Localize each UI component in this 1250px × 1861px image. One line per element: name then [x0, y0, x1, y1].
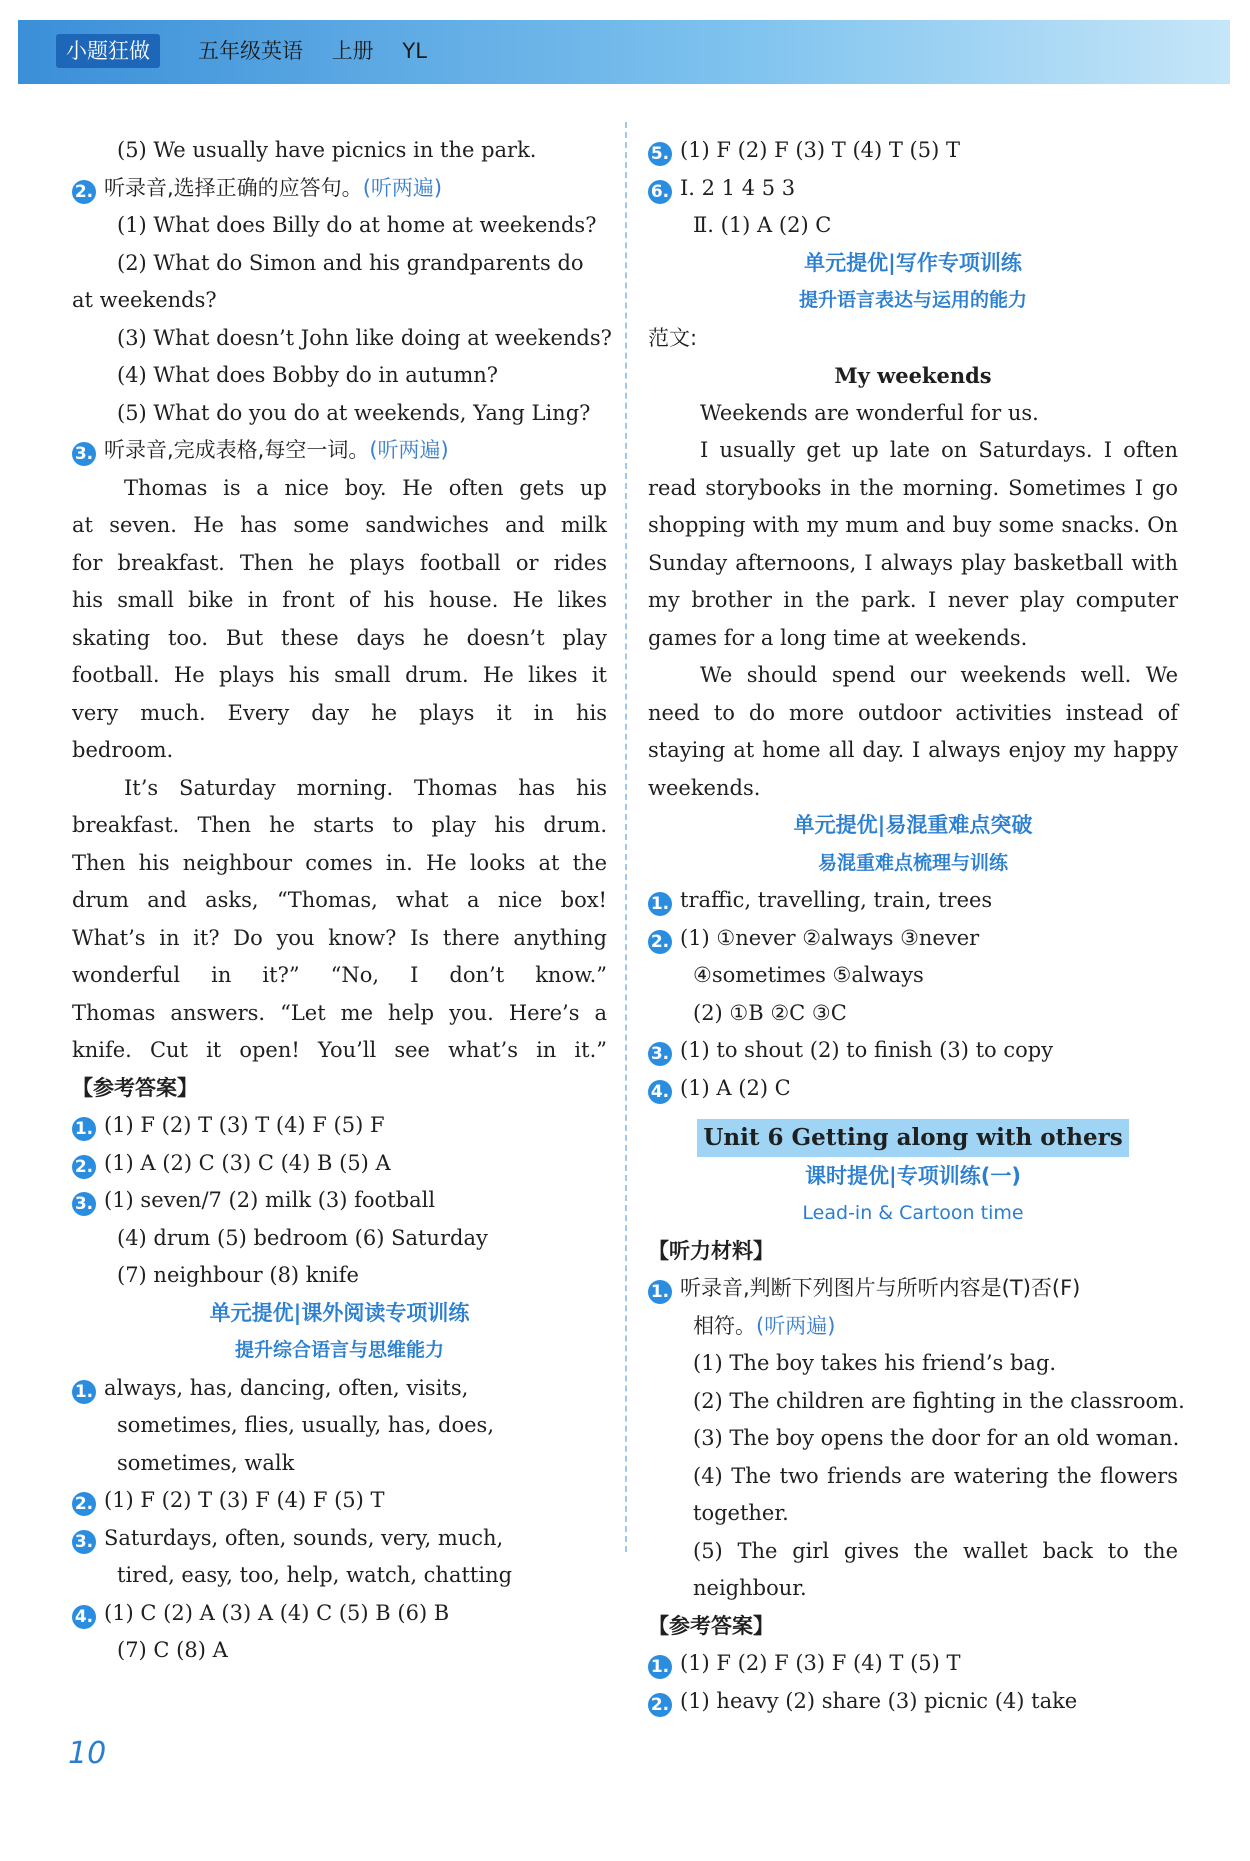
- listening-materials-label: 【听力材料】: [648, 1238, 774, 1263]
- listening-item: at weekends?: [72, 288, 217, 312]
- answer-row: 1. (1) F (2) F (3) F (4) T (5) T: [648, 1645, 1178, 1683]
- question-number: 2.: [648, 930, 672, 954]
- listening-item: (2) The children are fighting in the classroom.: [693, 1388, 1185, 1413]
- essay-line: Sunday afternoons, I always play basketball with: [648, 550, 1178, 575]
- passage-line: Thomas answers. “Let me help you. Here’s a: [72, 1000, 607, 1025]
- page-header: [18, 20, 1230, 84]
- answer-row: Ⅱ. (1) A (2) C: [693, 213, 832, 237]
- passage-line: drum and asks, “Thomas, what a nice box!: [72, 888, 607, 912]
- essay-line: Weekends are wonderful for us.: [700, 400, 1039, 425]
- section-title: 单元提优|写作专项训练: [804, 250, 1022, 275]
- lesson-subtitle: Lead-in & Cartoon time: [802, 1202, 1024, 1224]
- answer-row: (2) ①B ②C ③C: [693, 1000, 847, 1025]
- book-info: [198, 34, 449, 68]
- question-number: 3.: [72, 1192, 96, 1216]
- passage-line: his small bike in front of his house. He likes: [72, 588, 607, 612]
- unit-title: Unit 6 Getting along with others: [697, 1119, 1128, 1157]
- question-1-title-cont: 相符。(听两遍): [693, 1313, 836, 1338]
- passage-line: Then his neighbour comes in. He looks at the: [72, 850, 607, 875]
- answer-row: 2. (1) ①never ②always ③never: [648, 920, 1178, 958]
- essay-line: shopping with my mum and buy some snacks. On: [648, 513, 1178, 537]
- section-subtitle: 易混重难点梳理与训练: [817, 851, 1008, 874]
- answers-label: 【参考答案】: [72, 1075, 198, 1100]
- answer-row: 1. always, has, dancing, often, visits,: [72, 1370, 607, 1408]
- passage-line: at seven. He has some sandwiches and milk: [72, 513, 607, 537]
- passage-line: football. He plays his small drum. He likes it: [72, 663, 607, 687]
- question-3-title: 3. 听录音,完成表格,每空一词。(听两遍): [72, 432, 607, 470]
- listening-item: (4) What does Bobby do in autumn?: [117, 363, 499, 387]
- listening-item: (5) We usually have picnics in the park.: [117, 138, 537, 162]
- answer-row: 1. traffic, travelling, train, trees: [648, 882, 1178, 920]
- listen-twice-note: (听两遍): [362, 175, 443, 200]
- listen-twice-note: (听两遍): [369, 438, 449, 462]
- section-subtitle: 提升语言表达与运用的能力: [798, 289, 1027, 311]
- answer-row: 6. Ⅰ. 2 1 4 5 3: [648, 170, 1178, 208]
- answer-row: ④sometimes ⑤always: [693, 963, 924, 987]
- question-number: 1.: [648, 1655, 672, 1679]
- listening-item: (1) The boy takes his friend’s bag.: [693, 1351, 1057, 1375]
- essay-line: need to do more outdoor activities instead of: [648, 700, 1178, 725]
- answer-row: (4) drum (5) bedroom (6) Saturday: [117, 1225, 488, 1250]
- question-number: 3.: [72, 1530, 96, 1554]
- passage-line: knife. Cut it open! You’ll see what’s in it.”: [72, 1038, 607, 1062]
- essay-line: We should spend our weekends well. We: [700, 663, 1178, 687]
- listening-item: (5) What do you do at weekends, Yang Ling?: [117, 400, 591, 425]
- right-column: [648, 132, 1185, 1720]
- question-number: 3.: [648, 1042, 672, 1066]
- answer-row: sometimes, flies, usually, has, does,: [117, 1413, 495, 1437]
- section-title: 课时提优|专项训练(一): [805, 1163, 1021, 1188]
- passage-line: skating too. But these days he doesn’t play: [72, 625, 607, 650]
- question-1-title: 1. 听录音,判断下列图片与所听内容是(T)否(F): [648, 1270, 1178, 1308]
- answer-row: 1. (1) F (2) T (3) T (4) F (5) F: [72, 1107, 607, 1145]
- listening-item: (1) What does Billy do at home at weekends?: [117, 213, 597, 237]
- question-number: 4.: [72, 1605, 96, 1629]
- question-number: 1.: [648, 1280, 672, 1304]
- listening-item: neighbour.: [693, 1576, 807, 1600]
- question-number: 1.: [72, 1117, 96, 1141]
- unit-heading: [648, 1119, 1178, 1158]
- passage-line: very much. Every day he plays it in his: [72, 700, 607, 725]
- answers-label: 【参考答案】: [648, 1613, 774, 1638]
- answer-row: (7) C (8) A: [117, 1638, 228, 1662]
- passage-line: wonderful in it?” “No, I don’t know.”: [72, 963, 607, 987]
- essay-line: my brother in the park. I never play computer: [648, 588, 1178, 612]
- answer-row: (7) neighbour (8) knife: [117, 1263, 359, 1287]
- passage-line: It’s Saturday morning. Thomas has his: [124, 775, 607, 800]
- listening-item: (3) The boy opens the door for an old woman.: [693, 1426, 1180, 1450]
- question-number: 2.: [72, 1492, 96, 1516]
- essay-title: My weekends: [834, 363, 992, 388]
- question-number: 1.: [72, 1380, 96, 1404]
- passage-line: for breakfast. Then he plays football or rides: [72, 550, 607, 575]
- essay-line: I usually get up late on Saturdays. I often: [700, 438, 1178, 462]
- passage-line: breakfast. Then he starts to play his drum.: [72, 813, 607, 837]
- answer-row: 3. Saturdays, often, sounds, very, much,: [72, 1520, 607, 1558]
- left-column: [72, 132, 612, 1670]
- answer-row: 2. (1) F (2) T (3) F (4) F (5) T: [72, 1482, 607, 1520]
- answer-row: 3. (1) to shout (2) to finish (3) to copy: [648, 1032, 1178, 1070]
- essay-line: read storybooks in the morning. Sometimes I go: [648, 475, 1178, 500]
- grade-label: 五年级英语: [198, 39, 303, 63]
- column-divider: [625, 122, 627, 1552]
- essay-line: weekends.: [648, 775, 761, 800]
- essay-line: staying at home all day. I always enjoy my happy: [648, 738, 1178, 762]
- question-number: 2.: [72, 1155, 96, 1179]
- book-badge: 小题狂做: [56, 34, 160, 68]
- volume-label: 上册: [331, 39, 374, 63]
- question-number: 1.: [648, 892, 672, 916]
- listening-item: (5) The girl gives the wallet back to the: [693, 1538, 1178, 1563]
- answer-row: 4. (1) C (2) A (3) A (4) C (5) B (6) B: [72, 1595, 607, 1633]
- passage-line: bedroom.: [72, 738, 174, 762]
- page-number: 10: [68, 1736, 107, 1771]
- answer-row: 3. (1) seven/7 (2) milk (3) football: [72, 1182, 607, 1220]
- answer-row: 2. (1) A (2) C (3) C (4) B (5) A: [72, 1145, 607, 1183]
- question-number: 3.: [72, 442, 96, 466]
- listen-twice-note: (听两遍): [756, 1313, 836, 1338]
- listening-item: (2) What do Simon and his grandparents do: [117, 250, 584, 275]
- question-number: 6.: [648, 180, 672, 204]
- section-title: 单元提优|易混重难点突破: [793, 813, 1033, 837]
- answer-row: 4. (1) A (2) C: [648, 1070, 1178, 1108]
- question-2-title: 2. 听录音,选择正确的应答句。(听两遍): [72, 170, 607, 208]
- answer-row: 2. (1) heavy (2) share (3) picnic (4) take: [648, 1683, 1178, 1721]
- listening-item: together.: [693, 1501, 789, 1525]
- question-number: 4.: [648, 1080, 672, 1104]
- section-subtitle: 提升综合语言与思维能力: [234, 1339, 444, 1361]
- essay-line: games for a long time at weekends.: [648, 625, 1028, 650]
- edition-label: YL: [402, 39, 427, 63]
- answer-row: 5. (1) F (2) F (3) T (4) T (5) T: [648, 132, 1178, 170]
- question-number: 2.: [648, 1693, 672, 1717]
- section-title: 单元提优|课外阅读专项训练: [209, 1300, 470, 1325]
- question-number: 2.: [72, 180, 96, 204]
- sample-essay-label: 范文:: [648, 325, 698, 350]
- question-number: 5.: [648, 142, 672, 166]
- answer-row: sometimes, walk: [117, 1450, 295, 1475]
- passage-line: What’s in it? Do you know? Is there anything: [72, 925, 607, 950]
- answer-row: tired, easy, too, help, watch, chatting: [117, 1563, 513, 1587]
- listening-item: (4) The two friends are watering the flowers: [693, 1463, 1178, 1488]
- passage-line: Thomas is a nice boy. He often gets up: [124, 475, 607, 500]
- listening-item: (3) What doesn’t John like doing at weekends?: [117, 325, 612, 350]
